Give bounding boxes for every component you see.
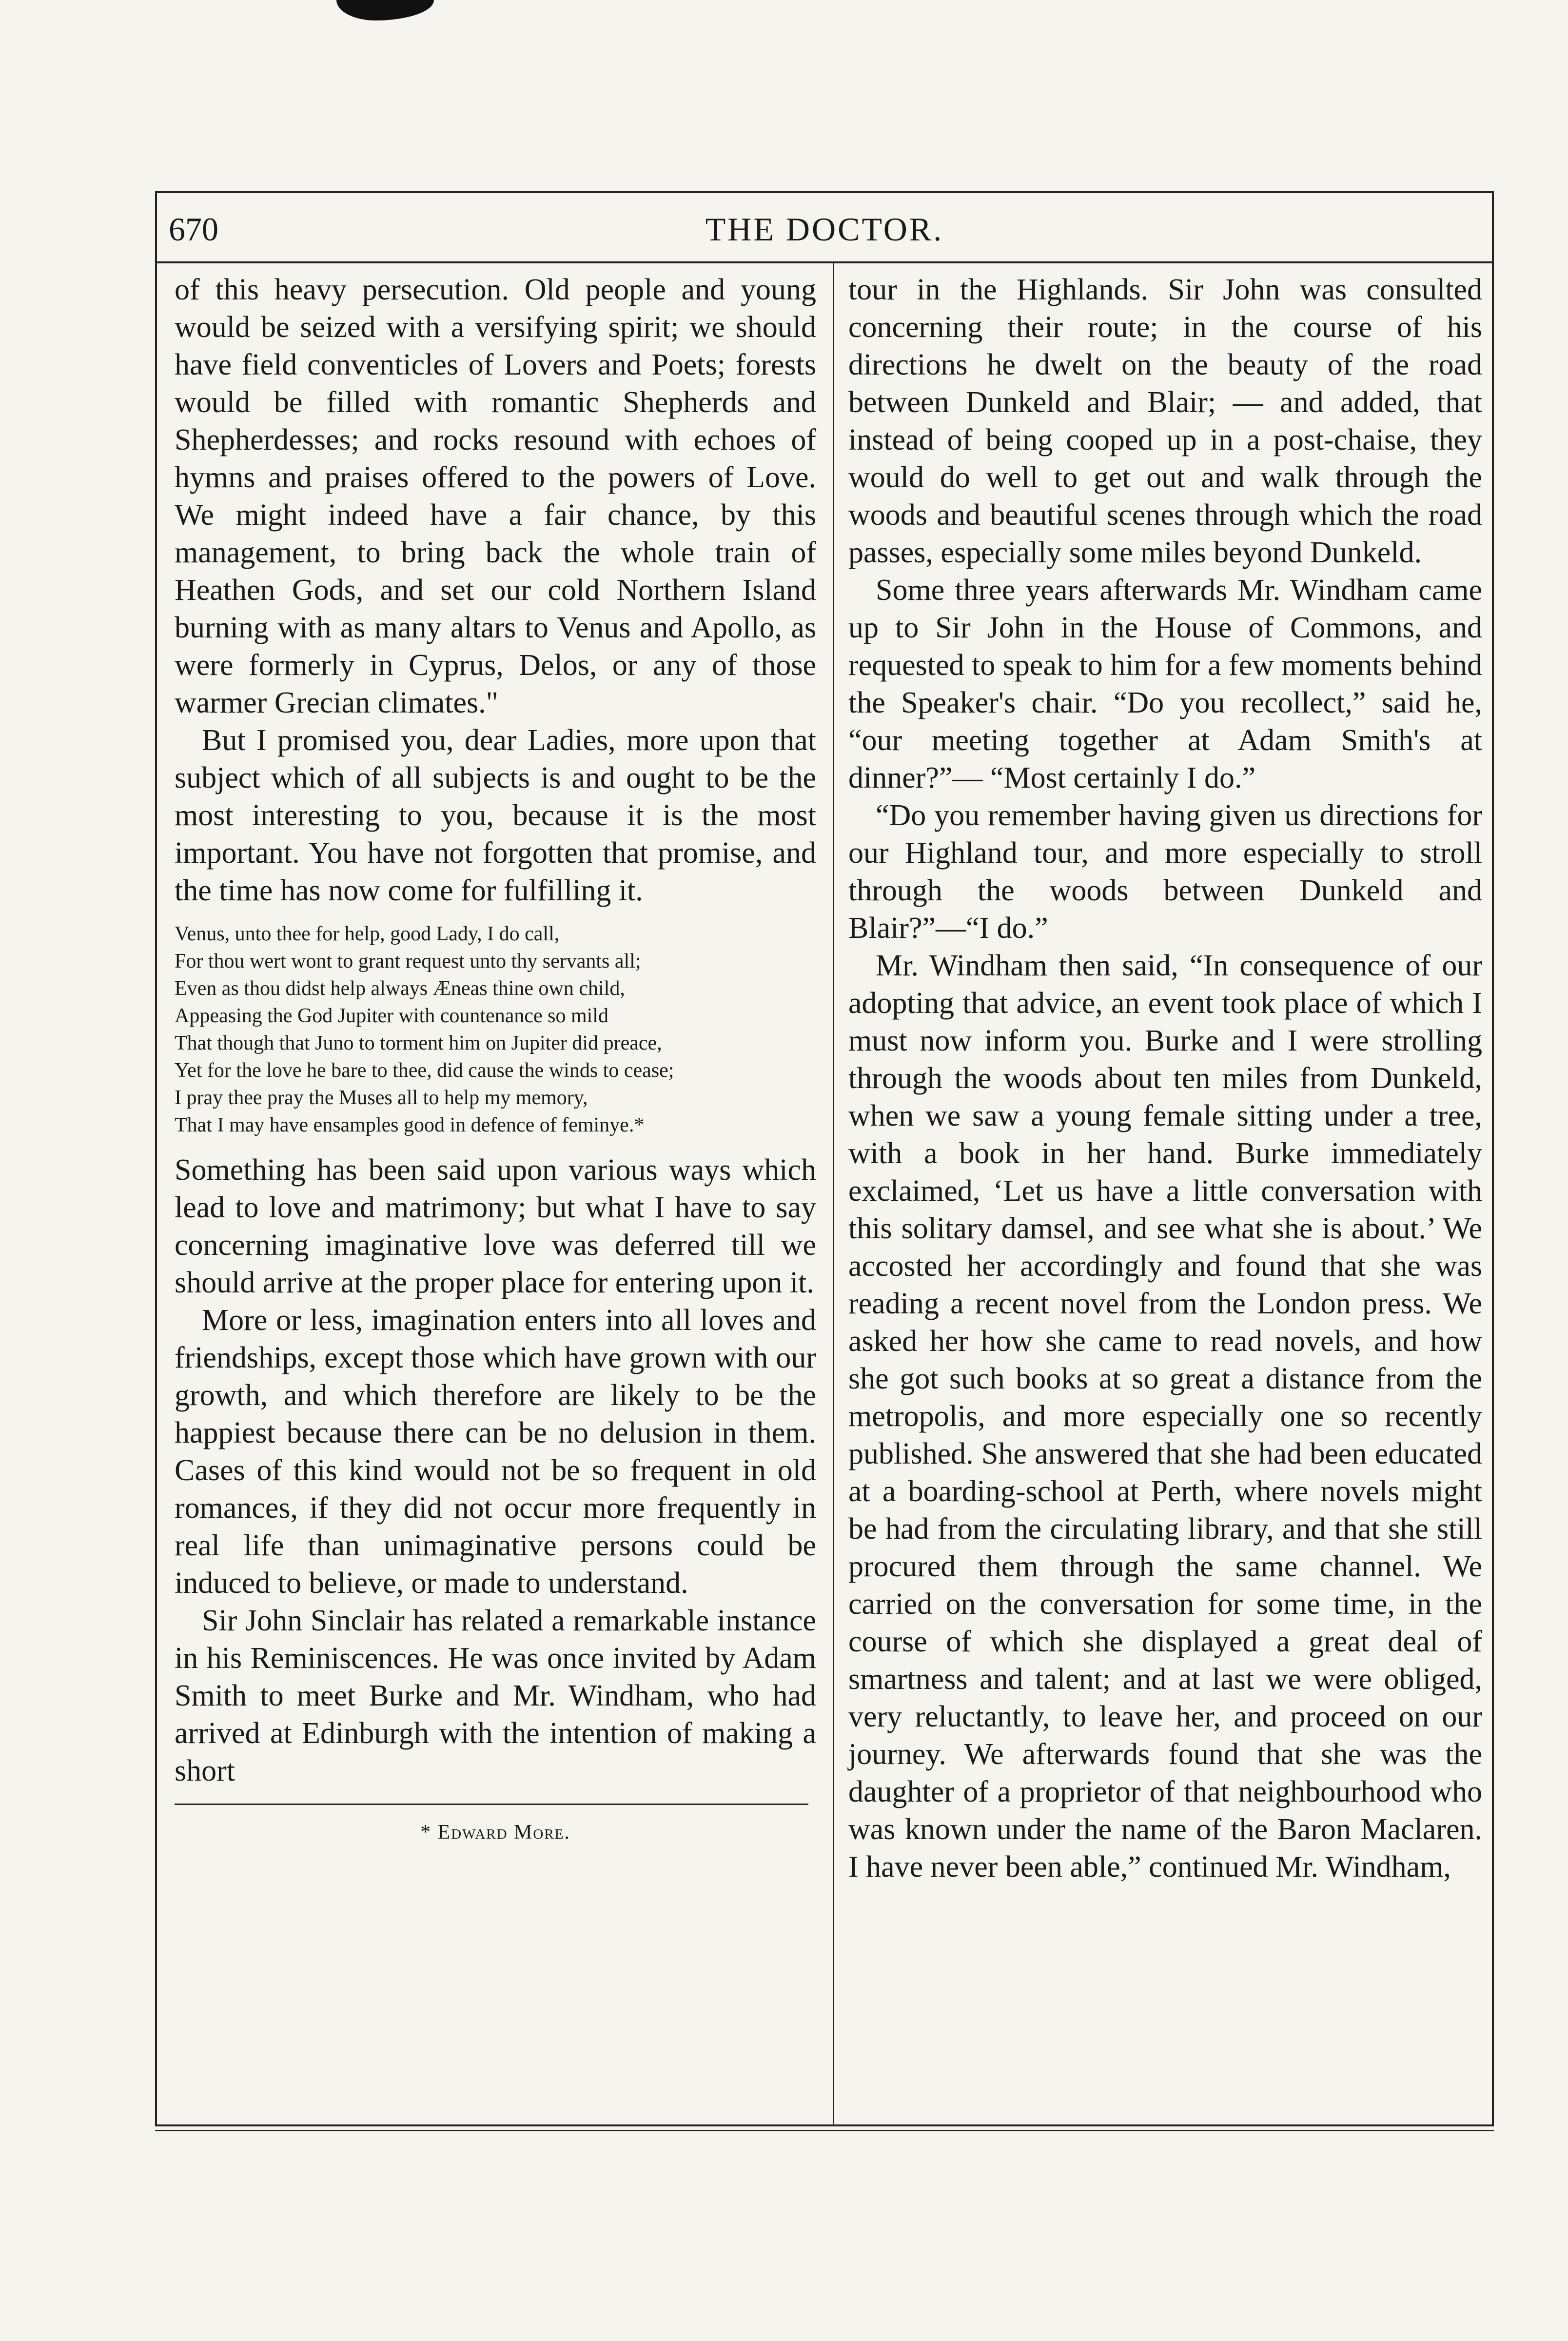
verse-quotation <box>175 920 816 1139</box>
paragraph: More or less, imagination enters into all loves and friendships, except those which have grown with our growth, and which therefore are likely to be the happiest because there can be no delusion in them. Cases of this kind would not be so frequent in old romances, if they did not occur more frequently in real life than unimaginative persons could be induced to believe, or made to understand. <box>175 1304 816 1600</box>
verse-line: That I may have ensamples good in defence of feminye.* <box>175 1114 645 1136</box>
verse-line: I pray thee pray the Muses all to help my memory, <box>175 1087 588 1109</box>
page-header <box>157 193 1492 263</box>
footnote: * Edward More. <box>420 1821 570 1844</box>
verse-line: For thou wert wont to grant request unto thy servants all; <box>175 950 641 972</box>
ink-blot <box>336 0 434 20</box>
column-rule <box>833 261 834 2124</box>
page-frame <box>155 191 1494 2126</box>
paragraph: “Do you remember having given us directions for our Highland tour, and more especially to stroll through the woods between Dunkeld and Blair?”—“I do.” <box>848 799 1482 945</box>
verse-line: Appeasing the God Jupiter with countenance so mild <box>175 1005 608 1027</box>
left-column <box>175 271 816 1847</box>
page-number: 670 <box>169 211 218 248</box>
paragraph: Some three years afterwards Mr. Windham came up to Sir John in the House of Commons, and requested to speak to him for a few moments behind the Speaker's chair. “Do you recollect,” said he, “our meeting together at Adam Smith's at dinner?”— “Most certainly I do.” <box>848 574 1482 794</box>
verse-line: Venus, unto thee for help, good Lady, I do call, <box>175 923 560 945</box>
running-head: THE DOCTOR. <box>705 211 944 248</box>
footnote-rule <box>175 1804 808 1805</box>
verse-line: Yet for the love he bare to thee, did cause the winds to cease; <box>175 1059 674 1082</box>
paragraph: Mr. Windham then said, “In consequence of our adopting that advice, an event took place of which I must now inform you. Burke and I were strolling through the woods about ten miles from Dunkeld, when we saw a young female sitting under a tree, with a book in her hand. Burke immediately exclaimed, ‘Let us have a little conversation with this solitary damsel, and see what she is about.’ We accosted her accordingly and found that she was reading a recent novel from the London press. We asked her how she came to read novels, and how she got such books at so great a distance from the metropolis, and more especially one so recently published. She answered that she had been educated at a boarding-school at Perth, where novels might be had from the circulating library, and that she still procured them through the same channel. We carried on the conversation for some time, in the course of which she displayed a great deal of smartness and talent; and at last we were obliged, very reluctantly, to leave her, and proceed on our journey. We afterwards found that she was the daughter of a proprietor of that neighbourhood who was known under the name of the Baron Maclaren. I have never been able,” continued Mr. Windham, <box>848 949 1482 1884</box>
verse-line: That though that Juno to torment him on Jupiter did preace, <box>175 1032 662 1054</box>
paragraph: But I promised you, dear Ladies, more upon that subject which of all subjects is and ought to be the most interesting to you, because it is the most important. You have not forgotten that promise, and the time has now come for fulfilling it. <box>175 724 816 907</box>
paragraph: tour in the Highlands. Sir John was consulted concerning their route; in the course of his directions he dwelt on the beauty of the road between Dunkeld and Blair; — and added, that instead of being cooped up in a post-chaise, they would do well to get out and walk through the woods and beautiful scenes through which the road passes, especially some miles beyond Dunkeld. <box>848 273 1482 569</box>
paragraph: of this heavy persecution. Old people and young would be seized with a versifying spirit; we should have field conventicles of Lovers and Poets; forests would be filled with romantic Shepherds and Shepherdesses; and rocks resound with echoes of hymns and praises offered to the powers of Love. We might indeed have a fair chance, by this management, to bring back the whole train of Heathen Gods, and set our cold Northern Island burning with as many altars to Venus and Apollo, as were formerly in Cyprus, Delos, or any of those warmer Grecian climates." <box>175 273 816 719</box>
right-column <box>848 271 1482 1886</box>
paragraph: Sir John Sinclair has related a remarkable instance in his Reminiscences. He was once invited by Adam Smith to meet Burke and Mr. Windham, who had arrived at Edinburgh with the intention of making a short <box>175 1604 816 1787</box>
verse-line: Even as thou didst help always Æneas thine own child, <box>175 977 625 1000</box>
paragraph: Something has been said upon various ways which lead to love and matrimony; but what I have to say concerning imaginative love was deferred till we should arrive at the proper place for entering upon it. <box>175 1153 816 1299</box>
